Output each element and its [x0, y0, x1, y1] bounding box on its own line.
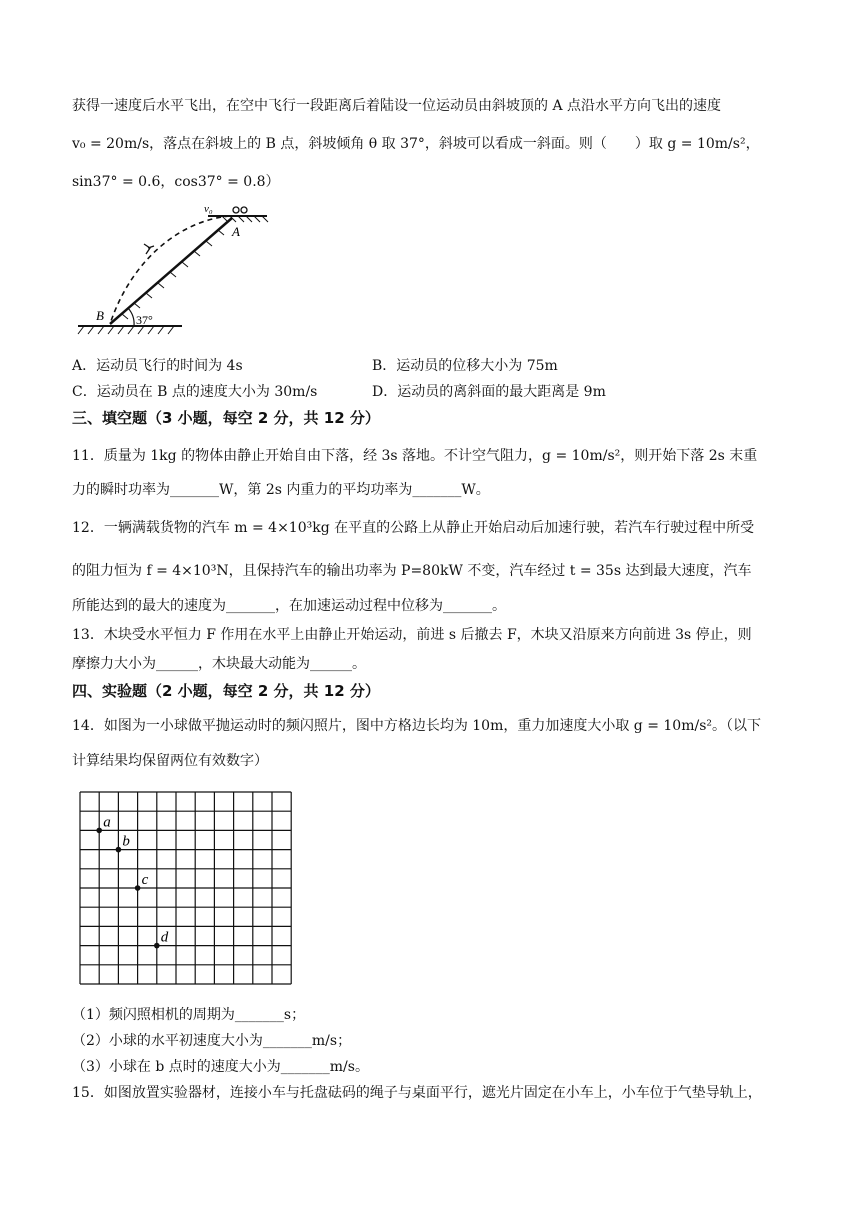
q10-option-c: C．运动员在 B 点的速度大小为 30m/s — [72, 384, 318, 400]
q14-line1: 14．如图为一小球做平抛运动时的频闪照片，图中方格边长均为 10m，重力加速度大小取 g = 10m/s²。（以下 — [72, 718, 761, 734]
projectile-grid-figure — [78, 790, 298, 986]
q10-line1: 获得一速度后水平飞出，在空中飞行一段距离后着陆设一位运动员由斜坡顶的 A 点沿水平方向飞出的速度 — [72, 98, 722, 114]
slope-angle-label: 37° — [136, 313, 153, 327]
grid-point-b — [116, 847, 122, 853]
grid-point-c — [135, 885, 141, 891]
q12-line2: 的阻力恒为 f = 4×10³N，且保持汽车的输出功率为 P=80kW 不变，汽车经过 t = 35s 达到最大速度，汽车 — [72, 563, 752, 579]
q14-sub3: （3）小球在 b 点时的速度大小为_______m/s。 — [72, 1059, 369, 1075]
q13-line2: 摩擦力大小为______，木块最大动能为______。 — [72, 656, 366, 672]
grid-point-label-b: b — [122, 833, 130, 850]
slope-label-B: B — [96, 308, 104, 323]
q12-line3: 所能达到的最大的速度为_______，在加速运动过程中位移为_______。 — [72, 598, 506, 614]
q14-sub1: （1）频闪照相机的周期为_______s； — [72, 1007, 306, 1023]
section3-heading: 三、填空题（3 小题，每空 2 分，共 12 分） — [72, 409, 380, 427]
section4-heading: 四、实验题（2 小题，每空 2 分，共 12 分） — [72, 682, 380, 700]
slope-label-A: A — [232, 224, 240, 239]
ski-slope-figure — [72, 198, 282, 340]
q10-option-b: B．运动员的位移大小为 75m — [372, 358, 558, 374]
q10-line3: sin37° = 0.6，cos37° = 0.8） — [72, 174, 280, 190]
grid-point-label-c: c — [141, 872, 149, 888]
q14-line2: 计算结果均保留两位有效数字） — [72, 753, 268, 769]
q15-line1: 15．如图放置实验器材，连接小车与托盘砝码的绳子与桌面平行，遮光片固定在小车上，小车位于气垫导轨上， — [72, 1085, 762, 1101]
q12-line1: 12．一辆满载货物的汽车 m = 4×10³kg 在平直的公路上从静止开始启动后加速行驶，若汽车行驶过程中所受 — [72, 520, 755, 536]
q14-sub2: （2）小球的水平初速度大小为_______m/s； — [72, 1033, 352, 1049]
q11-line1: 11．质量为 1kg 的物体由静止开始自由下落，经 3s 落地。不计空气阻力，g = 10m/s²，则开始下落 2s 末重 — [72, 448, 758, 464]
q11-line2: 力的瞬时功率为_______W，第 2s 内重力的平均功率为_______W。 — [72, 482, 490, 498]
slope-label-v0: v₀ — [204, 203, 213, 215]
grid-point-d — [154, 943, 160, 949]
grid-point-a — [96, 828, 102, 834]
q13-line1: 13．木块受水平恒力 F 作用在水平上由静止开始运动，前进 s 后撤去 F，木块又沿原来方向前进 3s 停止，则 — [72, 627, 752, 643]
q10-option-a: A．运动员飞行的时间为 4s — [72, 358, 243, 374]
grid-point-label-d: d — [160, 929, 169, 946]
grid-point-label-a: a — [103, 814, 111, 831]
q10-option-d: D．运动员的离斜面的最大距离是 9m — [372, 384, 606, 400]
q10-line2: v₀ = 20m/s，落点在斜坡上的 B 点，斜坡倾角 θ 取 37°，斜坡可以看成一斜面。则（ ）取 g = 10m/s²， — [72, 136, 760, 152]
